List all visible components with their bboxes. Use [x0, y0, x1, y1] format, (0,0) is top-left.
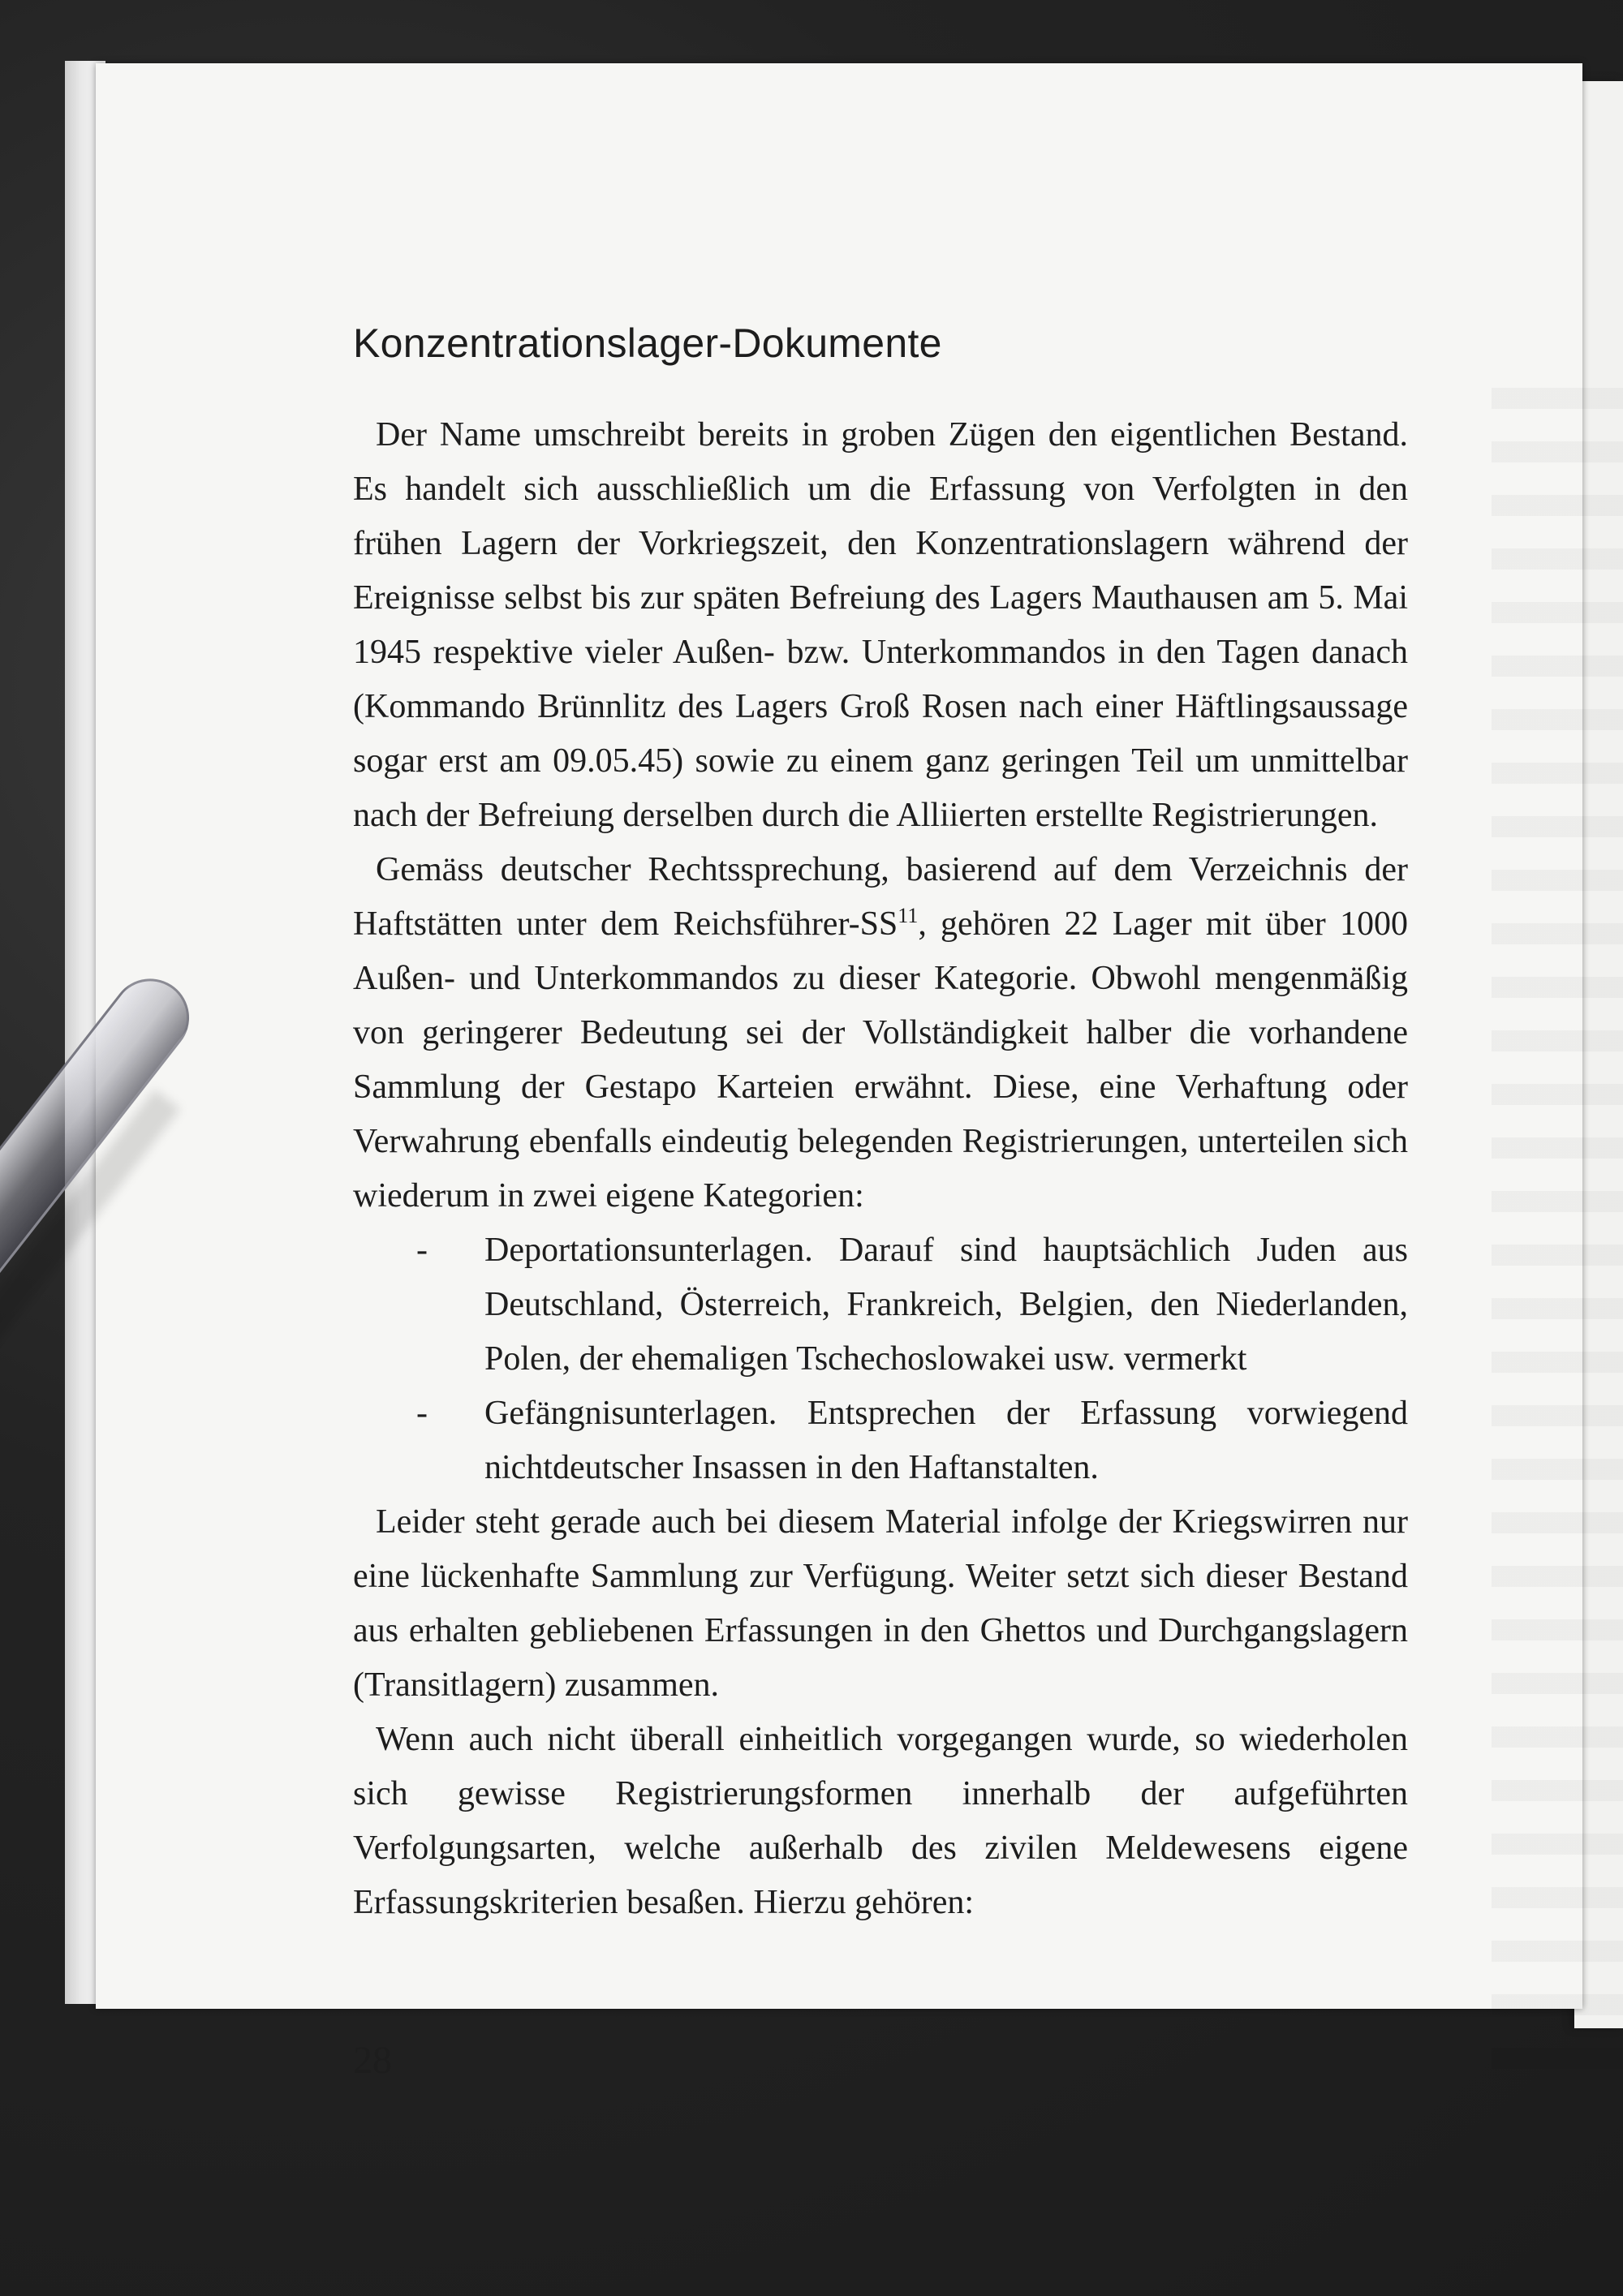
bullet-text: Deportationsunterlagen. Darauf sind hauptsächlich Juden aus Deutschland, Österreich, Frankreich, Belgien, den Niederlanden, Polen, der ehemaligen Tschechoslowakei usw. vermerkt [484, 1232, 1408, 1378]
bullet-marker: - [416, 1232, 428, 1269]
paragraph-4: Wenn auch nicht überall einheitlich vorgegangen wurde, so wiederholen sich gewisse Registrierungsformen innerhalb der aufgeführten Verfolgungsarten, welche außerhalb des zivilen Meldewesens eigene Erfassungskriterien besaßen. Hierzu gehören: [353, 1721, 1408, 1921]
page-number: 28 [353, 2039, 392, 2082]
show-through-text [1492, 388, 1623, 2075]
page-content [353, 315, 1408, 1930]
section-heading: Konzentrationslager-Dokumente [353, 320, 942, 366]
paragraph-3: Leider steht gerade auch bei diesem Material infolge der Kriegswirren nur eine lückenhafte Sammlung zur Verfügung. Weiter setzt sich dieser Bestand aus erhalten gebliebenen Erfassungen in den Ghettos und Durchgangslagern (Transitlagern) zusammen. [353, 1503, 1408, 1704]
bullet-item-deportation [353, 1223, 1408, 1387]
paragraph-2-end: , gehören 22 Lager mit über 1000 Außen- und Unterkommandos zu dieser Kategorie. Obwohl mengenmäßig von geringerer Bedeutung sei der Vollständigkeit halber die vorhandene Sammlung der Gestapo Karteien erwähnt. Diese, eine Verhaftung oder Verwahrung ebenfalls eindeutig belegenden Registrierungen, unterteilen sich wiederum in zwei eigene Kategorien: [353, 905, 1408, 1215]
paragraph-2 [353, 843, 1408, 1223]
bullet-text: Gefängnisunterlagen. Entsprechen der Erfassung vorwiegend nichtdeutscher Insassen in den Haftanstalten. [484, 1395, 1408, 1486]
bullet-item-prison [353, 1387, 1408, 1495]
footnote-reference: 11 [898, 904, 919, 927]
bullet-list [353, 1223, 1408, 1495]
bullet-marker: - [416, 1395, 428, 1432]
paragraph-1: Der Name umschreibt bereits in groben Zügen den eigentlichen Bestand. Es handelt sich ausschließlich um die Erfassung von Verfolgten in den frühen Lagern der Vorkriegszeit, den Konzentrationslagern während der Ereignisse selbst bis zur späten Befreiung des Lagers Mauthausen am 5. Mai 1945 respektive vieler Außen- bzw. Unterkommandos in den Tagen danach (Kommando Brünnlitz des Lagers Groß Rosen nach einer Häftlingsaussage sogar erst am 09.05.45) sowie zu einem ganz geringen Teil um unmittelbar nach der Befreiung derselben durch die Alliierten erstellte Registrierungen. [353, 416, 1408, 834]
paragraph-2-start: Gemäss deutscher Rechtssprechung, basierend auf dem Verzeichnis der Haftstätten unter dem Reichsführer-SS [353, 851, 1408, 943]
